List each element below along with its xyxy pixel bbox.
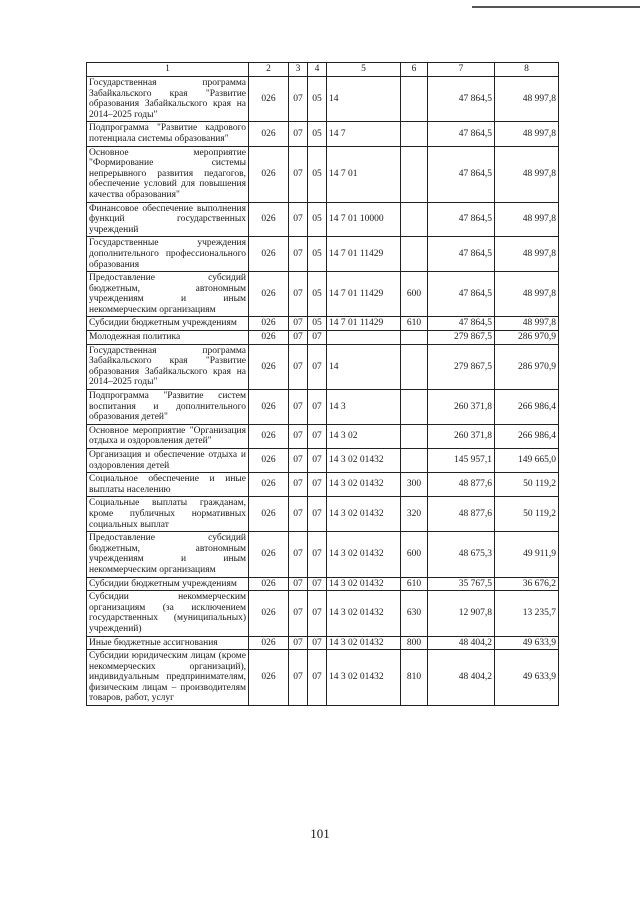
expense-type-code: 300	[401, 473, 428, 497]
amount-year-1: 48 675,3	[428, 532, 495, 577]
table-row	[87, 202, 559, 237]
target-article-code: 14 3 02 01432	[327, 497, 401, 532]
amount-year-2: 48 997,8	[495, 146, 559, 202]
amount-year-2: 48 997,8	[495, 202, 559, 237]
header-cell-2: 2	[249, 63, 289, 77]
section-code: 07	[289, 122, 308, 146]
subsection-code: 07	[308, 473, 327, 497]
section-code: 07	[289, 449, 308, 473]
expense-type-code	[401, 77, 428, 122]
target-article-code: 14	[327, 77, 401, 122]
expense-type-code	[401, 146, 428, 202]
section-code: 07	[289, 650, 308, 706]
expense-type-code: 800	[401, 636, 428, 650]
row-name: Социальное обеспечение и иные выплаты населению	[87, 473, 249, 497]
header-row	[87, 63, 559, 77]
header-cell-4: 4	[308, 63, 327, 77]
target-article-code: 14 7 01 11429	[327, 272, 401, 317]
subsection-code: 07	[308, 424, 327, 448]
target-article-code: 14 3 02 01432	[327, 577, 401, 591]
target-article-code: 14 7 01 10000	[327, 202, 401, 237]
expense-type-code	[401, 390, 428, 425]
expense-type-code	[401, 122, 428, 146]
amount-year-1: 260 371,8	[428, 424, 495, 448]
table-row	[87, 650, 559, 706]
ministry-code: 026	[249, 449, 289, 473]
page-number: 101	[310, 826, 330, 841]
subsection-code: 05	[308, 77, 327, 122]
amount-year-2: 50 119,2	[495, 473, 559, 497]
table-row	[87, 344, 559, 389]
amount-year-1: 48 877,6	[428, 497, 495, 532]
section-code: 07	[289, 473, 308, 497]
subsection-code: 07	[308, 390, 327, 425]
table-row	[87, 636, 559, 650]
table-row	[87, 473, 559, 497]
ministry-code: 026	[249, 497, 289, 532]
subsection-code: 07	[308, 532, 327, 577]
header-cell-3: 3	[289, 63, 308, 77]
row-name: Основное мероприятие "Формирование системы непрерывного развития педагогов, обеспечение условий для повышения качества образования"	[87, 146, 249, 202]
row-name: Субсидии некоммерческим организациям (за исключением государственных (муниципальных) учреждений)	[87, 591, 249, 636]
amount-year-2: 49 633,9	[495, 650, 559, 706]
subsection-code: 07	[308, 636, 327, 650]
target-article-code: 14 3 02 01432	[327, 591, 401, 636]
amount-year-1: 48 877,6	[428, 473, 495, 497]
ministry-code: 026	[249, 272, 289, 317]
amount-year-1: 145 957,1	[428, 449, 495, 473]
expense-type-code	[401, 449, 428, 473]
subsection-code: 05	[308, 317, 327, 331]
table-row	[87, 77, 559, 122]
subsection-code: 07	[308, 449, 327, 473]
table-body	[87, 77, 559, 706]
expense-type-code	[401, 331, 428, 345]
amount-year-1: 260 371,8	[428, 390, 495, 425]
section-code: 07	[289, 390, 308, 425]
subsection-code: 05	[308, 122, 327, 146]
row-name: Молодежная политика	[87, 331, 249, 345]
section-code: 07	[289, 331, 308, 345]
ministry-code: 026	[249, 532, 289, 577]
amount-year-1: 35 767,5	[428, 577, 495, 591]
ministry-code: 026	[249, 424, 289, 448]
ministry-code: 026	[249, 344, 289, 389]
ministry-code: 026	[249, 636, 289, 650]
row-name: Финансовое обеспечение выполнения функций государственных учреждений	[87, 202, 249, 237]
expense-type-code	[401, 344, 428, 389]
ministry-code: 026	[249, 122, 289, 146]
subsection-code: 07	[308, 650, 327, 706]
section-code: 07	[289, 591, 308, 636]
row-name: Государственные учреждения дополнительного профессионального образования	[87, 237, 249, 272]
amount-year-2: 48 997,8	[495, 237, 559, 272]
header-cell-6: 6	[401, 63, 428, 77]
target-article-code: 14 3 02 01432	[327, 532, 401, 577]
subsection-code: 07	[308, 497, 327, 532]
row-name: Социальные выплаты гражданам, кроме публичных нормативных социальных выплат	[87, 497, 249, 532]
amount-year-2: 49 633,9	[495, 636, 559, 650]
table-row	[87, 122, 559, 146]
amount-year-2: 48 997,8	[495, 272, 559, 317]
table-row	[87, 497, 559, 532]
row-name: Организация и обеспечение отдыха и оздоровления детей	[87, 449, 249, 473]
row-name: Субсидии бюджетным учреждениям	[87, 577, 249, 591]
section-code: 07	[289, 77, 308, 122]
amount-year-2: 36 676,2	[495, 577, 559, 591]
expense-type-code: 600	[401, 272, 428, 317]
expense-type-code: 610	[401, 317, 428, 331]
ministry-code: 026	[249, 237, 289, 272]
amount-year-2: 49 911,9	[495, 532, 559, 577]
amount-year-2: 50 119,2	[495, 497, 559, 532]
subsection-code: 07	[308, 591, 327, 636]
table-row	[87, 577, 559, 591]
amount-year-1: 279 867,5	[428, 331, 495, 345]
row-name: Основное мероприятие "Организация отдыха и оздоровления детей"	[87, 424, 249, 448]
target-article-code: 14 3 02 01432	[327, 636, 401, 650]
expense-type-code	[401, 237, 428, 272]
header-cell-5: 5	[327, 63, 401, 77]
ministry-code: 026	[249, 202, 289, 237]
amount-year-2: 48 997,8	[495, 317, 559, 331]
section-code: 07	[289, 202, 308, 237]
subsection-code: 05	[308, 272, 327, 317]
target-article-code: 14 3 02 01432	[327, 449, 401, 473]
target-article-code	[327, 331, 401, 345]
row-name: Субсидии юридическим лицам (кроме некоммерческих организаций), индивидуальным предпринимателям, физическим лицам – производителям товаров, работ, услуг	[87, 650, 249, 706]
table-row	[87, 237, 559, 272]
target-article-code: 14 3 02 01432	[327, 650, 401, 706]
target-article-code: 14 3 02	[327, 424, 401, 448]
subsection-code: 07	[308, 344, 327, 389]
expense-type-code	[401, 202, 428, 237]
target-article-code: 14	[327, 344, 401, 389]
amount-year-1: 47 864,5	[428, 317, 495, 331]
section-code: 07	[289, 272, 308, 317]
row-name: Подпрограмма "Развитие систем воспитания и дополнительного образования детей"	[87, 390, 249, 425]
amount-year-2: 48 997,8	[495, 122, 559, 146]
header-cell-7: 7	[428, 63, 495, 77]
row-name: Подпрограмма "Развитие кадрового потенциала системы образования"	[87, 122, 249, 146]
section-code: 07	[289, 497, 308, 532]
target-article-code: 14 7 01 11429	[327, 237, 401, 272]
table-row	[87, 272, 559, 317]
table-row	[87, 317, 559, 331]
section-code: 07	[289, 146, 308, 202]
ministry-code: 026	[249, 473, 289, 497]
amount-year-1: 47 864,5	[428, 146, 495, 202]
amount-year-2: 149 665,0	[495, 449, 559, 473]
amount-year-1: 12 907,8	[428, 591, 495, 636]
row-name: Иные бюджетные ассигнования	[87, 636, 249, 650]
expense-type-code: 600	[401, 532, 428, 577]
row-name: Субсидии бюджетным учреждениям	[87, 317, 249, 331]
amount-year-1: 47 864,5	[428, 272, 495, 317]
amount-year-2: 266 986,4	[495, 390, 559, 425]
budget-table	[86, 62, 559, 706]
table-row	[87, 591, 559, 636]
amount-year-2: 286 970,9	[495, 331, 559, 345]
row-name: Предоставление субсидий бюджетным, автономным учреждениям и иным некоммерческим организациям	[87, 532, 249, 577]
expense-type-code: 810	[401, 650, 428, 706]
row-name: Государственная программа Забайкальского края "Развитие образования Забайкальского края на 2014–2025 годы"	[87, 77, 249, 122]
table-row	[87, 424, 559, 448]
target-article-code: 14 7 01	[327, 146, 401, 202]
table-row	[87, 532, 559, 577]
amount-year-1: 47 864,5	[428, 77, 495, 122]
subsection-code: 05	[308, 202, 327, 237]
row-name: Государственная программа Забайкальского края "Развитие образования Забайкальского края на 2014–2025 годы"	[87, 344, 249, 389]
expense-type-code	[401, 424, 428, 448]
subsection-code: 07	[308, 577, 327, 591]
amount-year-2: 286 970,9	[495, 344, 559, 389]
ministry-code: 026	[249, 577, 289, 591]
amount-year-1: 48 404,2	[428, 650, 495, 706]
expense-type-code: 630	[401, 591, 428, 636]
amount-year-1: 47 864,5	[428, 122, 495, 146]
ministry-code: 026	[249, 317, 289, 331]
row-name: Предоставление субсидий бюджетным, автономным учреждениям и иным некоммерческим организациям	[87, 272, 249, 317]
amount-year-1: 47 864,5	[428, 202, 495, 237]
table-row	[87, 146, 559, 202]
target-article-code: 14 3 02 01432	[327, 473, 401, 497]
ministry-code: 026	[249, 77, 289, 122]
amount-year-2: 266 986,4	[495, 424, 559, 448]
section-code: 07	[289, 532, 308, 577]
target-article-code: 14 3	[327, 390, 401, 425]
amount-year-2: 48 997,8	[495, 77, 559, 122]
ministry-code: 026	[249, 390, 289, 425]
table-row	[87, 449, 559, 473]
target-article-code: 14 7 01 11429	[327, 317, 401, 331]
section-code: 07	[289, 636, 308, 650]
amount-year-1: 48 404,2	[428, 636, 495, 650]
section-code: 07	[289, 344, 308, 389]
subsection-code: 07	[308, 331, 327, 345]
table-row	[87, 390, 559, 425]
target-article-code: 14 7	[327, 122, 401, 146]
ministry-code: 026	[249, 650, 289, 706]
expense-type-code: 320	[401, 497, 428, 532]
expense-type-code: 610	[401, 577, 428, 591]
subsection-code: 05	[308, 146, 327, 202]
header-cell-8: 8	[495, 63, 559, 77]
header-cell-1: 1	[87, 63, 249, 77]
amount-year-1: 47 864,5	[428, 237, 495, 272]
section-code: 07	[289, 237, 308, 272]
section-code: 07	[289, 317, 308, 331]
amount-year-2: 13 235,7	[495, 591, 559, 636]
section-code: 07	[289, 577, 308, 591]
top-rule	[472, 6, 640, 8]
table-row	[87, 331, 559, 345]
ministry-code: 026	[249, 591, 289, 636]
ministry-code: 026	[249, 331, 289, 345]
subsection-code: 05	[308, 237, 327, 272]
section-code: 07	[289, 424, 308, 448]
ministry-code: 026	[249, 146, 289, 202]
amount-year-1: 279 867,5	[428, 344, 495, 389]
